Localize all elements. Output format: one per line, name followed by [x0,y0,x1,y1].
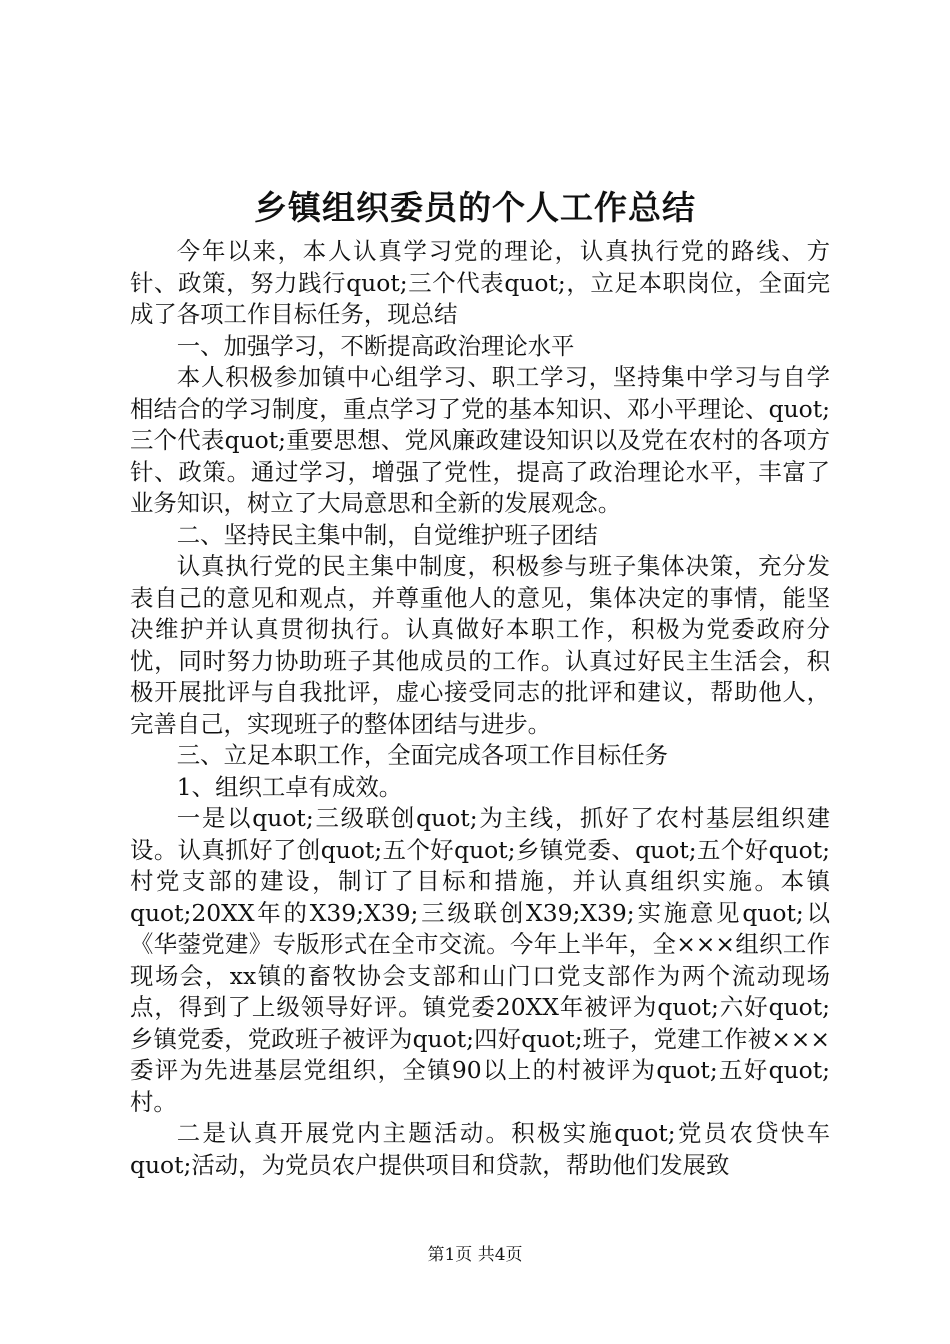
paragraph-study: 本人积极参加镇中心组学习、职工学习，坚持集中学习与自学相结合的学习制度，重点学习了党的基本知识、邓小平理论、quot;三个代表quot;重要思想、党风廉政建设知识以及党在农村的各项方针、政策。通过学习，增强了党性，提高了政治理论水平，丰富了业务知识，树立了大局意思和全新的发展观念。 [130,363,830,517]
document-body [130,236,830,1181]
document-title: 乡镇组织委员的个人工作总结 [254,188,696,227]
section-heading-2: 二、坚持民主集中制，自觉维护班子团结 [176,520,598,549]
paragraph-democracy: 认真执行党的民主集中制度，积极参与班子集体决策，充分发表自己的意见和观点，并尊重他人的意见，集体决定的事情，能坚决维护并认真贯彻执行。认真做好本职工作，积极为党委政府分忧，同时努力协助班子其他成员的工作。认真过好民主生活会，积极开展批评与自我批评，虚心接受同志的批评和建议，帮助他人，完善自己，实现班子的整体团结与进步。 [130,552,830,738]
page-footer: 第1页 共4页 [427,1245,523,1265]
subsection-heading-1: 1、组织工卓有成效。 [176,772,403,801]
section-heading-3: 三、立足本职工作，全面完成各项工作目标任务 [176,741,668,769]
paragraph-organization: 一是以quot;三级联创quot;为主线，抓好了农村基层组织建设。认真抓好了创quot;五个好quot;乡镇党委、quot;五个好quot;村党支部的建设，制订了目标和措施，并认真组织实施。本镇quot;20XX年的X39;X39;三级联创X39;X39;实施意见quot;以《华蓥党建》专版形式在全市交流。今年上半年，全×××组织工作现场会，xx镇的畜牧协会支部和山门口党支部作为两个流动现场点，得到了上级领导好评。镇党委20XX年被评为quot;六好quot;乡镇党委，党政班子被评为quot;四好quot;班子，党建工作被×××委评为先进基层党组织，全镇90以上的村被评为quot;五好quot;村。 [130,804,830,1116]
paragraph-intro: 今年以来，本人认真学习党的理论，认真执行党的路线、方针、政策，努力践行quot;三个代表quot;，立足本职岗位，全面完成了各项工作目标任务，现总结 [130,237,830,328]
section-heading-1: 一、加强学习，不断提高政治理论水平 [176,331,575,360]
paragraph-activities: 二是认真开展党内主题活动。积极实施quot;党员农贷快车quot;活动，为党员农户提供项目和贷款，帮助他们发展致 [130,1119,830,1179]
